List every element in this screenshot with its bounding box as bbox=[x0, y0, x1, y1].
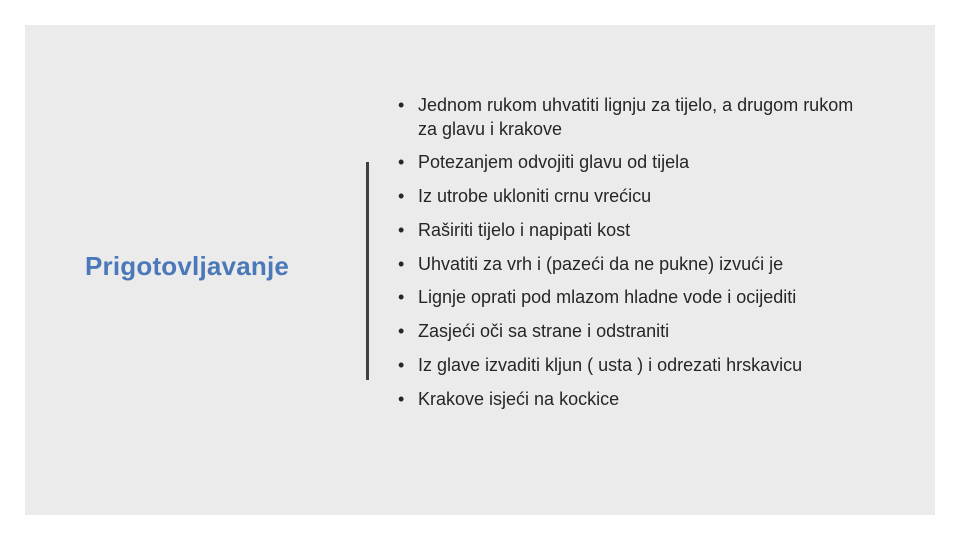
slide bbox=[25, 25, 935, 515]
bullet-icon: • bbox=[398, 254, 405, 274]
list-item bbox=[393, 285, 873, 309]
bullet-icon: • bbox=[398, 186, 405, 206]
bullet-icon: • bbox=[398, 220, 405, 240]
list-item bbox=[393, 218, 873, 242]
bullet-icon: • bbox=[398, 321, 405, 341]
list-item-text: Potezanjem odvojiti glavu od tijela bbox=[418, 152, 690, 172]
slide-title: Prigotovljavanje bbox=[85, 251, 290, 281]
list-item bbox=[393, 387, 873, 411]
list-item-text: Lignje oprati pod mlazom hladne vode i ocijediti bbox=[418, 287, 797, 307]
bullet-icon: • bbox=[398, 95, 405, 115]
list-item-text: Iz utrobe ukloniti crnu vrećicu bbox=[418, 186, 652, 206]
list-item bbox=[393, 184, 873, 208]
list-item bbox=[393, 252, 873, 276]
bullet-icon: • bbox=[398, 152, 405, 172]
bullet-icon: • bbox=[398, 287, 405, 307]
bullet-icon: • bbox=[398, 389, 405, 409]
vertical-divider bbox=[366, 162, 369, 380]
list-item bbox=[393, 353, 873, 377]
list-item bbox=[393, 150, 873, 174]
list-item-text: Krakove isjeći na kockice bbox=[418, 389, 620, 409]
list-item bbox=[393, 93, 873, 141]
list-item-text: Iz glave izvaditi kljun ( usta ) i odrezati hrskavicu bbox=[418, 355, 803, 375]
list-item-text: Uhvatiti za vrh i (pazeći da ne pukne) izvući je bbox=[418, 254, 784, 274]
list-item-text: Jednom rukom uhvatiti lignju za tijelo, a drugom rukom za glavu i krakove bbox=[418, 95, 854, 139]
bullet-icon: • bbox=[398, 355, 405, 375]
list-item bbox=[393, 319, 873, 343]
list-item-text: Raširiti tijelo i napipati kost bbox=[418, 220, 631, 240]
list-item-text: Zasjeći oči sa strane i odstraniti bbox=[418, 321, 670, 341]
